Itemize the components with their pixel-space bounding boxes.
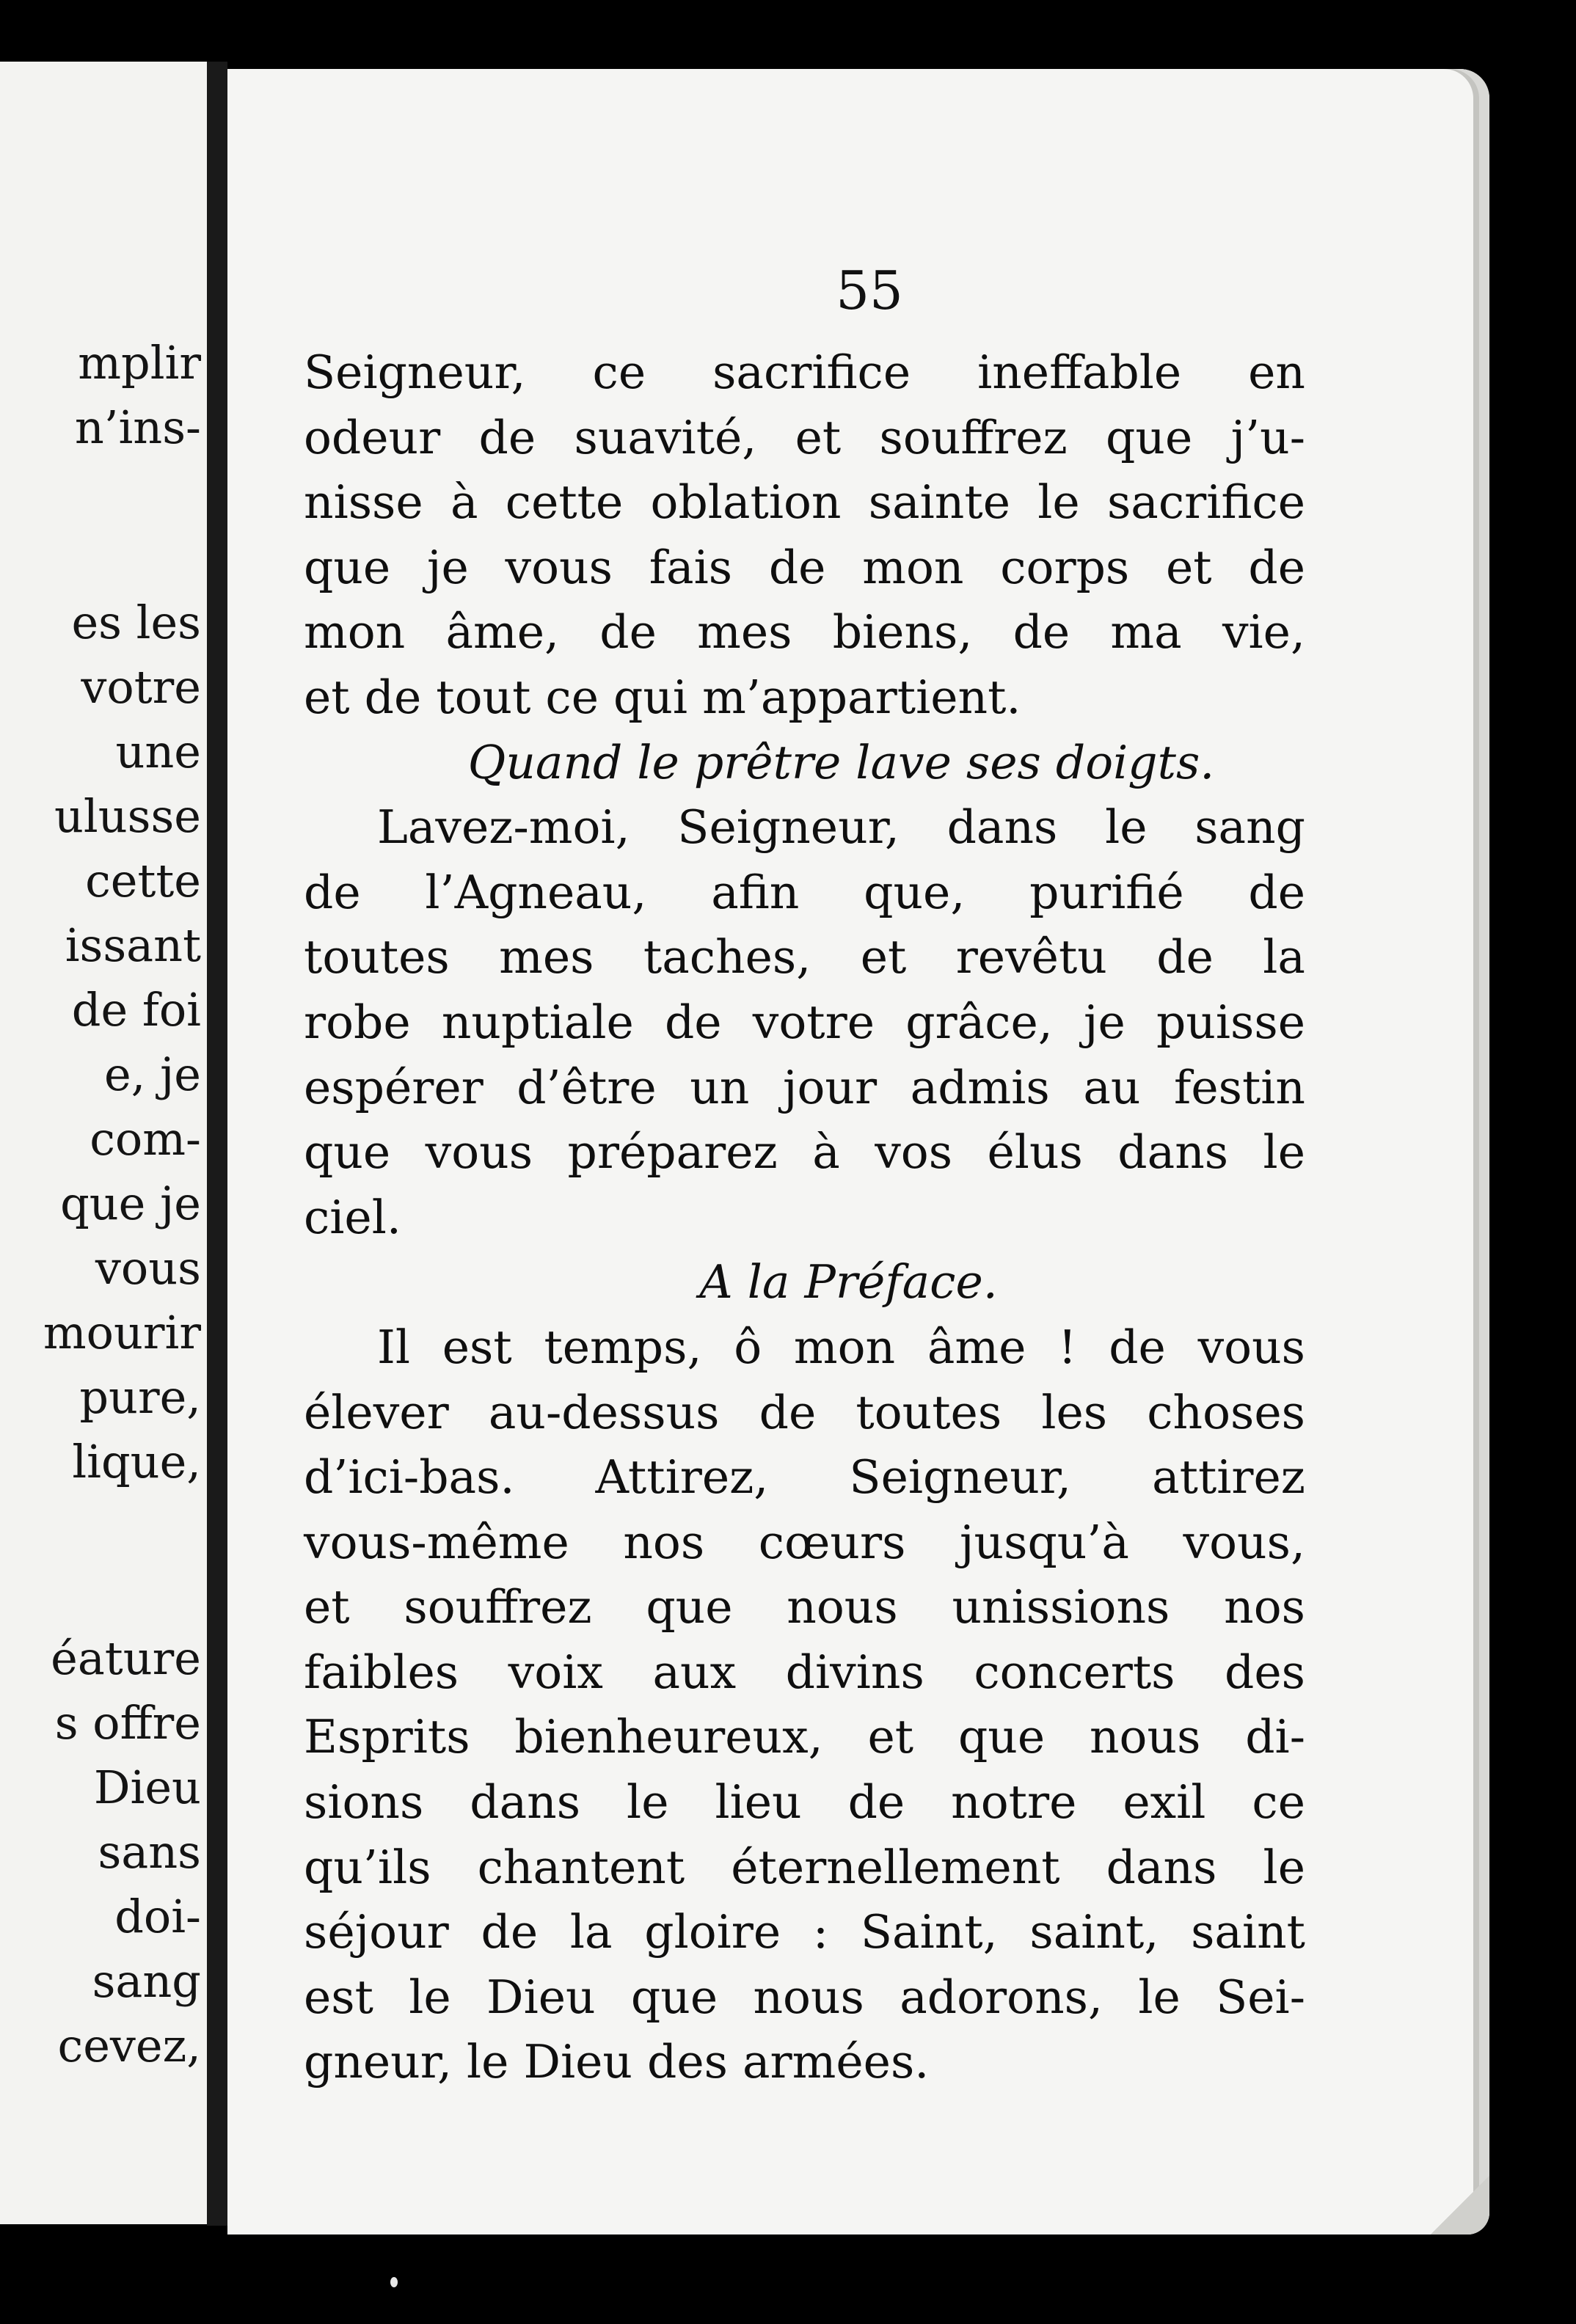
book-gutter <box>207 62 227 2226</box>
text-line: gneur, le Dieu des armées. <box>304 2035 930 2089</box>
left-page-line: sans <box>98 1825 201 1879</box>
text-line: que vous préparez à vos élus dans le <box>304 1125 1305 1180</box>
page-corner <box>1431 2176 1489 2235</box>
left-page-line: cette <box>85 854 201 907</box>
left-page-line: que je <box>60 1177 201 1230</box>
left-page-line: e, je <box>103 1048 201 1101</box>
section-heading: A la Préface. <box>699 1255 998 1309</box>
text-line: Il est temps, ô mon âme ! de vous <box>377 1320 1305 1374</box>
text-line: Esprits bienheureux, et que nous di- <box>304 1710 1305 1764</box>
page-text <box>304 340 1305 2095</box>
left-page-line: votre <box>81 660 201 714</box>
left-page-line: sang <box>92 1954 201 2008</box>
left-page <box>0 62 207 2224</box>
text-line: odeur de suavité, et souffrez que j’u- <box>304 410 1305 464</box>
text-line: est le Dieu que nous adorons, le Sei- <box>304 1970 1305 2024</box>
text-line: toutes mes taches, et revêtu de la <box>304 930 1305 984</box>
text-line: qu’ils chantent éternellement dans le <box>304 1840 1305 1894</box>
left-page-line: vous <box>95 1241 201 1295</box>
text-line: espérer d’être un jour admis au festin <box>304 1060 1305 1114</box>
left-page-line: ulusse <box>54 789 201 843</box>
text-line: élever au-dessus de toutes les choses <box>304 1385 1305 1439</box>
left-page-line: mourir <box>43 1306 201 1359</box>
left-page-line: lique, <box>72 1435 201 1488</box>
left-page-line: pure, <box>79 1370 201 1424</box>
text-line: séjour de la gloire : Saint, saint, saint <box>304 1905 1305 1959</box>
left-page-line: une <box>115 725 201 778</box>
left-page-line: cevez, <box>57 2019 201 2072</box>
scan-speck <box>390 2277 398 2287</box>
text-line: faibles voix aux divins concerts des <box>304 1645 1305 1699</box>
right-page <box>227 69 1489 2235</box>
left-page-line: es les <box>71 596 201 649</box>
text-line: que je vous fais de mon corps et de <box>304 540 1305 594</box>
text-line: sions dans le lieu de notre exil ce <box>304 1775 1305 1830</box>
section-heading: Quand le prêtre lave ses doigts. <box>467 735 1215 789</box>
text-line: vous-même nos cœurs jusqu’à vous, <box>304 1515 1305 1569</box>
text-line: de l’Agneau, afin que, purifié de <box>304 865 1305 919</box>
text-line: ciel. <box>304 1190 401 1244</box>
left-page-line: n’ins- <box>74 401 201 454</box>
text-line: nisse à cette oblation sainte le sacrifice <box>304 475 1305 530</box>
text-line: et de tout ce qui m’appartient. <box>304 670 1021 724</box>
text-line: d’ici-bas. Attirez, Seigneur, attirez <box>304 1450 1305 1505</box>
text-line: et souffrez que nous unissions nos <box>304 1580 1305 1634</box>
text-line: mon âme, de mes biens, de ma vie, <box>304 605 1305 659</box>
left-page-line: éature <box>51 1631 201 1685</box>
left-page-line: Dieu <box>93 1761 201 1814</box>
left-page-line: de foi <box>71 983 201 1037</box>
left-page-line: issant <box>65 918 201 972</box>
text-line: robe nuptiale de votre grâce, je puisse <box>304 995 1305 1049</box>
page-number: 55 <box>836 260 903 321</box>
text-line: Lavez-moi, Seigneur, dans le sang <box>377 800 1305 855</box>
left-page-line: doi- <box>114 1890 201 1943</box>
text-line: Seigneur, ce sacrifice ineffable en <box>304 346 1305 399</box>
left-page-line: mplir <box>78 336 201 390</box>
left-page-line: com- <box>90 1112 201 1166</box>
left-page-line: s offre <box>54 1696 201 1750</box>
